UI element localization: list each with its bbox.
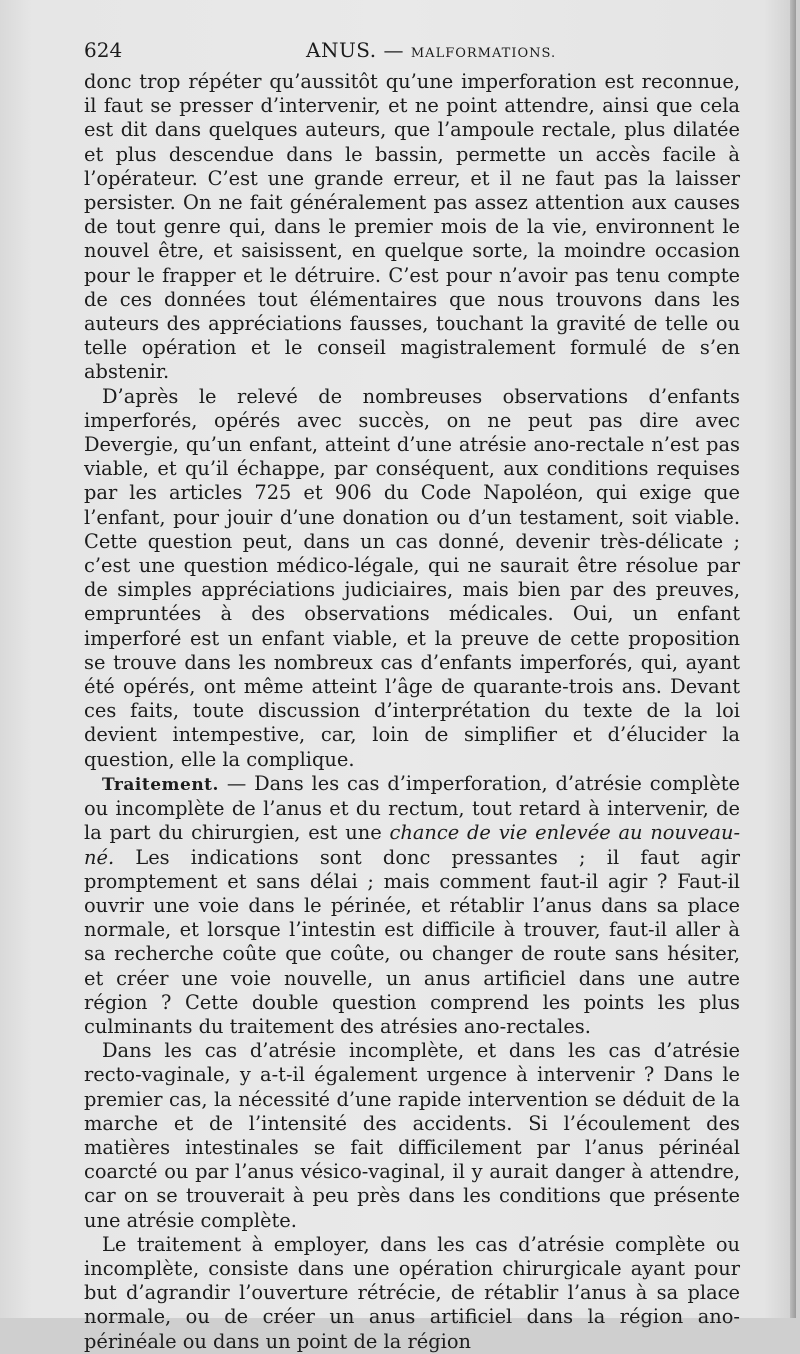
paragraph-3-italic: chance de vie enlevée au nouveau-né. <box>84 821 740 869</box>
page-edge <box>790 0 796 1318</box>
paragraph-5: Le traitement à employer, dans les cas d’atrésie complète ou incomplète, consiste dans une opération chirurgicale ayant pour but d’agrandir l’ouverture rétrécie, de rétablir l’anus à sa place normale, ou de créer un anus artificiel dans la région ano-périnéale ou dans un point de la région <box>84 1232 740 1353</box>
running-head-title: ANUS. <box>306 38 377 62</box>
section-heading-traitement: Traitement. <box>102 774 219 795</box>
paragraph-1: donc trop répéter qu’aussitôt qu’une imperforation est reconnue, il faut se presser d’intervenir, et ne point attendre, ainsi que cela est dit dans quelques auteurs, que l’ampoule rectale, plus dilatée et plus descendue dans le bassin, permette un accès facile à l’opérateur. C’est une grande erreur, et il ne faut pas la laisser persister. On ne fait généralement pas assez attention aux causes de tout genre qui, dans le premier mois de la vie, environnent le nouvel être, et saisissent, en quelque sorte, la moindre occasion pour le frapper et le détruire. C’est pour n’avoir pas tenu compte de ces données tout élémentaires que nous trouvons dans les auteurs des appréciations fausses, touchant la gravité de telle ou telle opération et le conseil magistralement formulé de s’en abstenir. <box>84 70 740 384</box>
paragraph-2: D’après le relevé de nombreuses observations d’enfants imperforés, opérés avec succès, on ne peut pas dire avec Devergie, qu’un enfant, atteint d’une atrésie ano-rectale n’est pas viable, et qu’il échappe, par conséquent, aux conditions requises par les articles 725 et 906 du Code Napoléon, qui exige que l’enfant, pour jouir d’une donation ou d’un testament, soit viable. Cette question peut, dans un cas donné, devenir très-délicate ; c’est une question médico-légale, qui ne saurait être résolue par de simples appréciations judiciaires, mais bien par des preuves, empruntées à des observations médicales. Oui, un enfant imperforé est un enfant viable, et la preuve de cette proposition se trouve dans les nombreux cas d’enfants imperforés, qui, ayant été opérés, ont même atteint l’âge de quarante-trois ans. Devant ces faits, toute discussion d’interprétation du texte de la loi devient intempestive, car, loin de simplifier et d’élucider la question, elle la complique. <box>84 384 740 771</box>
page-header <box>84 36 740 66</box>
paragraph-3 <box>84 772 740 1039</box>
paragraph-4: Dans les cas d’atrésie incomplète, et dans les cas d’atrésie recto-vaginale, y a-t-il également urgence à intervenir ? Dans le premier cas, la nécessité d’une rapide intervention se déduit de la marche et de l’intensité des accidents. Si l’écoulement des matières intestinales se fait difficilement par l’anus périnéal coarcté ou par l’anus vésico-vaginal, il y aurait danger à attendre, car on se trouverait à peu près dans les conditions que présente une atrésie complète. <box>84 1039 740 1232</box>
running-head <box>306 38 556 62</box>
running-head-separator: — <box>383 38 405 62</box>
paragraph-3-text-b: Les indications sont donc pressantes ; il faut agir promptement et sans délai ; mais comment faut-il agir ? Faut-il ouvrir une voie dans le périnée, et rétablir l’anus dans sa place normale, et lorsque l’intestin est difficile à trouver, faut-il aller à sa recherche coûte que coûte, ou changer de route sans hésiter, et créer une voie nouvelle, un anus artificiel dans une autre région ? Cette double question comprend les points les plus culminants du traitement des atrésies ano-rectales. <box>84 845 740 1038</box>
body-text <box>84 70 740 1354</box>
running-head-section: MALFORMATIONS. <box>410 46 557 61</box>
page-number: 624 <box>84 38 123 62</box>
paragraph-3-text-a: — Dans les cas d’imperforation, d’atrésie complète ou incomplète de l’anus et du rectum, tout retard à intervenir, de la part du chirurgien, est une <box>84 771 740 845</box>
